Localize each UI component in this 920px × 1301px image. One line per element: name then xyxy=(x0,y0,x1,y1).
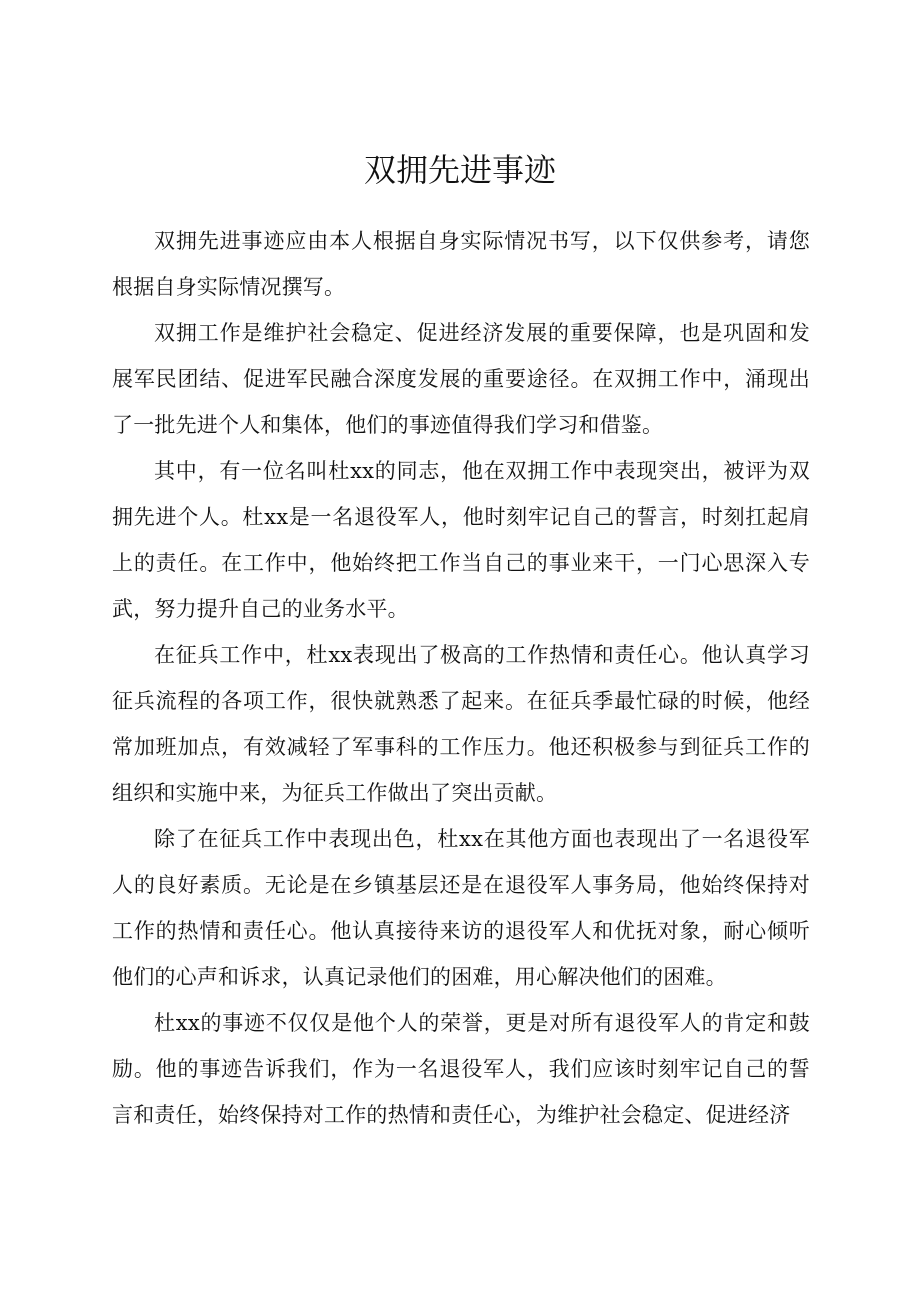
document-body xyxy=(112,218,810,1138)
paragraph-5: 除了在征兵工作中表现出色，杜xx在其他方面也表现出了一名退役军人的良好素质。无论是在乡镇基层还是在退役军人事务局，他始终保持对工作的热情和责任心。他认真接待来访的退役军人和优抚对象，耐心倾听他们的心声和诉求，认真记录他们的困难，用心解决他们的困难。 xyxy=(112,827,810,989)
paragraph-4: 在征兵工作中，杜xx表现出了极高的工作热情和责任心。他认真学习征兵流程的各项工作，很快就熟悉了起来。在征兵季最忙碌的时候，他经常加班加点，有效减轻了军事科的工作压力。他还积极参与到征兵工作的组织和实施中来，为征兵工作做出了突出贡献。 xyxy=(112,643,810,805)
paragraph-3: 其中，有一位名叫杜xx的同志，他在双拥工作中表现突出，被评为双拥先进个人。杜xx是一名退役军人，他时刻牢记自己的誓言，时刻扛起肩上的责任。在工作中，他始终把工作当自己的事业来干，一门心思深入专武，努力提升自己的业务水平。 xyxy=(112,459,810,621)
paragraph-1: 双拥先进事迹应由本人根据自身实际情况书写，以下仅供参考，请您根据自身实际情况撰写。 xyxy=(112,229,810,299)
document-title: 双拥先进事迹 xyxy=(363,151,556,190)
paragraph-6: 杜xx的事迹不仅仅是他个人的荣誉，更是对所有退役军人的肯定和鼓励。他的事迹告诉我们，作为一名退役军人，我们应该时刻牢记自己的誓言和责任，始终保持对工作的热情和责任心，为维护社会稳定、促进经济 xyxy=(112,1011,810,1127)
paragraph-2: 双拥工作是维护社会稳定、促进经济发展的重要保障，也是巩固和发展军民团结、促进军民融合深度发展的重要途径。在双拥工作中，涌现出了一批先进个人和集体，他们的事迹值得我们学习和借鉴。 xyxy=(112,321,810,437)
